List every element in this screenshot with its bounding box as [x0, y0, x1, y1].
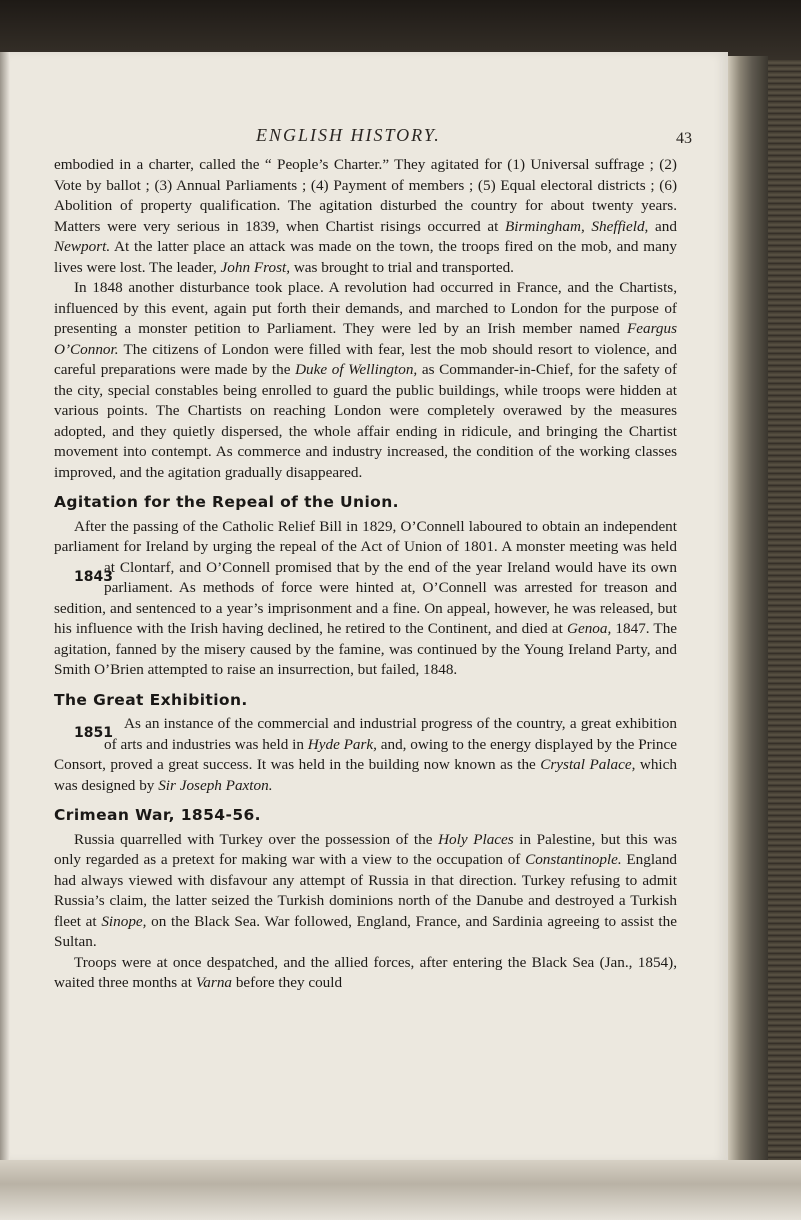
paragraph-chartists: embodied in a charter, called the “ People’s Charter.” They agitated for (1) Universal suffrage ; (2) Vote by ballot ; (3) Annual Parliaments ; (4) Payment of members ; (5) Equal electoral districts ; (6) Abolition of property qualification. The agitation disturbed the country for about twenty years. Matters were very serious in 1839, when Chartist risings occurred at Birmingham, Sheffield, and Newport. At the latter place an attack was made on the town, the troops fired on the mob, and many lives were lost. The leader, John Frost, was brought to trial and transported. — [54, 156, 677, 276]
place-names: Birmingham, Sheffield, — [505, 217, 649, 235]
section-heading-union: Agitation for the Repeal of the Union. — [54, 493, 399, 511]
person-oconnor: Feargus O’Connor. — [54, 320, 678, 358]
margin-year-1843: 1843 — [74, 568, 113, 585]
paragraph-exhibition: As an instance of the commercial and industrial progress of the country, 1851 a great exhibition of arts and industries was held in Hyde Park, and, owing to the energy displayed by the Prince Consort, proved a great success. It was held in the building now known as the Crystal Palace, which was designed by Sir Joseph Paxton. — [54, 715, 678, 794]
page-gutter-shadow — [0, 52, 10, 1162]
page-edges — [768, 60, 801, 1160]
running-head: ENGLISH HISTORY. — [256, 125, 441, 145]
section-heading-crimean: Crimean War, 1854-56. — [54, 806, 261, 824]
person-wellington: Duke of Wellington, — [295, 361, 418, 378]
paragraph-union: After the passing of the Catholic Relief Bill in 1829, O’Connell laboured to obtain an independent parliament for Ireland by urging the repeal of the Act of Union of 1801. A monster meeting was held at Clontarf, and 1843 O’Connell promised that by the end of the year Ireland would have its own parliament. As methods of force were hinted at, O’Connell was arrested for treason and sedition, and sentenced to a year’s imprisonment and a fine. On appeal, however, he was released, but his influence with the Irish having declined, he retired to the Continent, and died at Genoa, 1847. The agitation, fanned by the misery caused by the famine, was continued by the Young Ireland Party, and Smith O’Brien attempted to raise an insurrection, but failed, 1848. — [54, 517, 678, 678]
paragraph-1848: In 1848 another disturbance took place. A revolution had occurred in France, and the Chartists, influenced by this event, again put forth their demands, and marched to London for the purpose of presenting a monster petition to Parliament. They were led by an Irish member named Feargus O’Connor. The citizens of London were filled with fear, lest the mob should resort to violence, and careful preparations were made by the Duke of Wellington, as Commander-in-Chief, for the safety of the city, special constables being enrolled to guard the public buildings, while troops were hidden at various points. The Chartists on reaching London were completely overawed by the measures adopted, and they quietly dispersed, the whole affair ending in ridicule, and bringing the Chartist movement into contempt. As commerce and industry increased, the condition of the working classes improved, and the agitation gradually disappeared. — [54, 279, 678, 481]
place-varna: Varna — [195, 974, 233, 991]
page-number: 43 — [676, 130, 692, 147]
margin-year-1851: 1851 — [74, 725, 113, 741]
paragraph-crimean-troops: Troops were at once despatched, and the allied forces, after entering the Black Sea (Jan., 1854), waited three months at Varna before they could — [54, 953, 677, 991]
body-text — [54, 155, 677, 994]
place-sinope: Sinope, — [101, 912, 147, 930]
place-constantinople: Constantinople. — [525, 851, 622, 868]
place-holy-places: Holy Places — [438, 830, 514, 848]
person-paxton: Sir Joseph Paxton. — [158, 776, 273, 794]
place-crystal-palace: Crystal Palace, — [540, 756, 636, 773]
book-bottom-edge — [0, 1160, 801, 1220]
place-newport: Newport. — [54, 238, 111, 255]
place-genoa: Genoa, — [566, 620, 612, 637]
section-heading-exhibition: The Great Exhibition. — [54, 690, 248, 709]
place-hyde-park: Hyde Park, — [307, 735, 377, 753]
person-john-frost: John Frost, — [220, 258, 291, 276]
paragraph-crimean: Russia quarrelled with Turkey over the possession of the Holy Places in Palestine, but this was only regarded as a pretext for making war with a view to the occupation of Constantinople. England had always viewed with disfavour any attempt of Russia in that direction. Turkey refusing to admit Russia’s claim, the latter seized the Turkish dominions north of the Danube and destroyed a Turkish fleet at Sinope, on the Black Sea. War followed, England, France, and Sardinia agreeing to assist the Sultan. — [54, 830, 678, 950]
book-spine — [728, 56, 768, 1166]
